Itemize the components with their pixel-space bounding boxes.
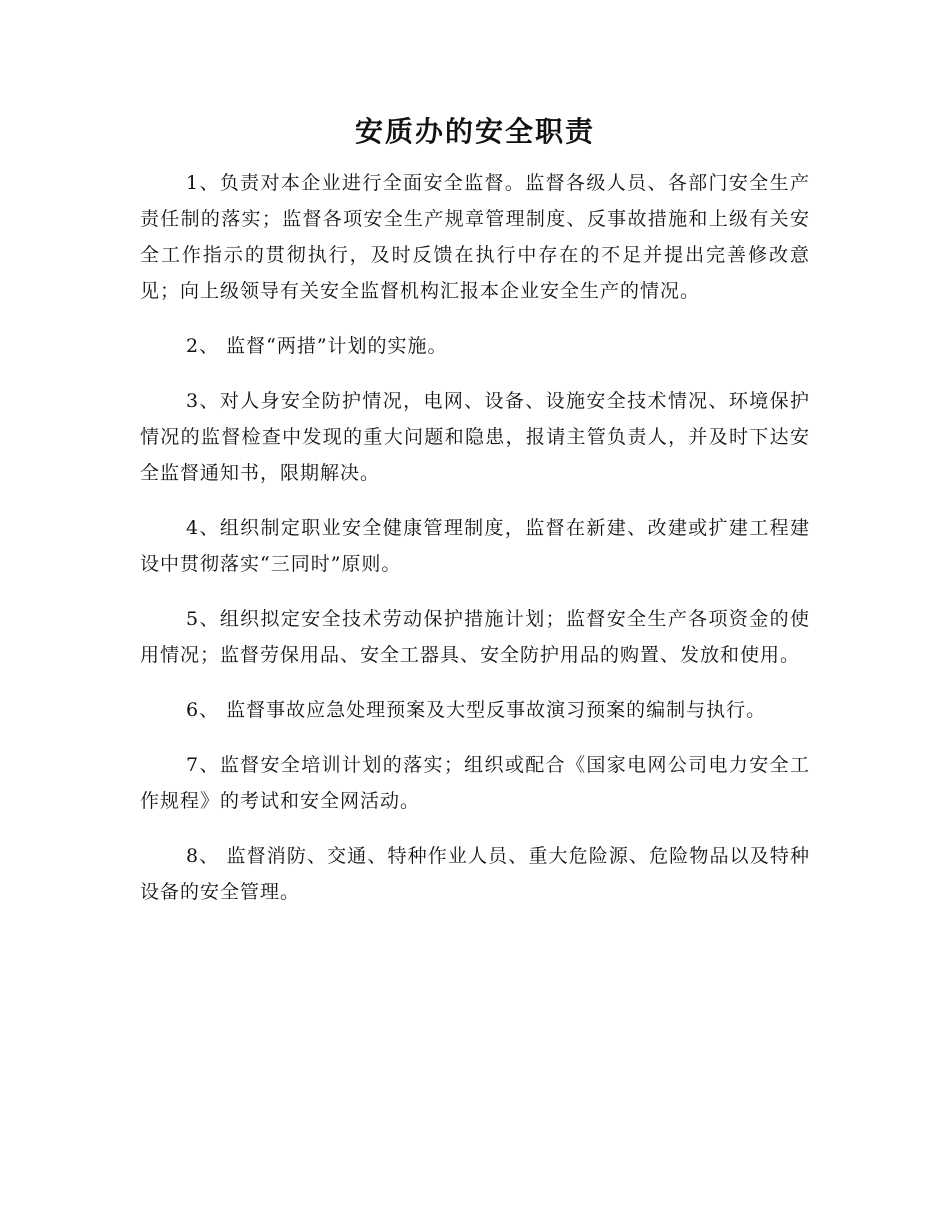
paragraph-4: 4、组织制定职业安全健康管理制度，监督在新建、改建或扩建工程建设中贯彻落实“三同时”原则。 <box>140 517 810 575</box>
paragraph-5: 5、组织拟定安全技术劳动保护措施计划；监督安全生产各项资金的使用情况；监督劳保用品、安全工器具、安全防护用品的购置、发放和使用。 <box>140 608 810 666</box>
paragraph-6: 6、 监督事故应急处理预案及大型反事故演习预案的编制与执行。 <box>186 699 767 721</box>
paragraph-8: 8、 监督消防、交通、特种作业人员、重大危险源、危险物品以及特种设备的安全管理。 <box>140 845 810 903</box>
document-title: 安质办的安全职责 <box>354 115 595 148</box>
document-body <box>140 165 810 929</box>
paragraph-3: 3、对人身安全防护情况，电网、设备、设施安全技术情况、环境保护情况的监督检查中发现的重大问题和隐患，报请主管负责人，并及时下达安全监督通知书，限期解决。 <box>140 390 810 484</box>
paragraph-2: 2、 监督“两措”计划的实施。 <box>186 335 448 357</box>
paragraph-1: 1、负责对本企业进行全面安全监督。监督各级人员、各部门安全生产责任制的落实；监督各项安全生产规章管理制度、反事故措施和上级有关安全工作指示的贯彻执行，及时反馈在执行中存在的不足并提出完善修改意见；向上级领导有关安全监督机构汇报本企业安全生产的情况。 <box>140 172 810 302</box>
paragraph-7: 7、监督安全培训计划的落实；组织或配合《国家电网公司电力安全工作规程》的考试和安全网活动。 <box>140 754 810 812</box>
